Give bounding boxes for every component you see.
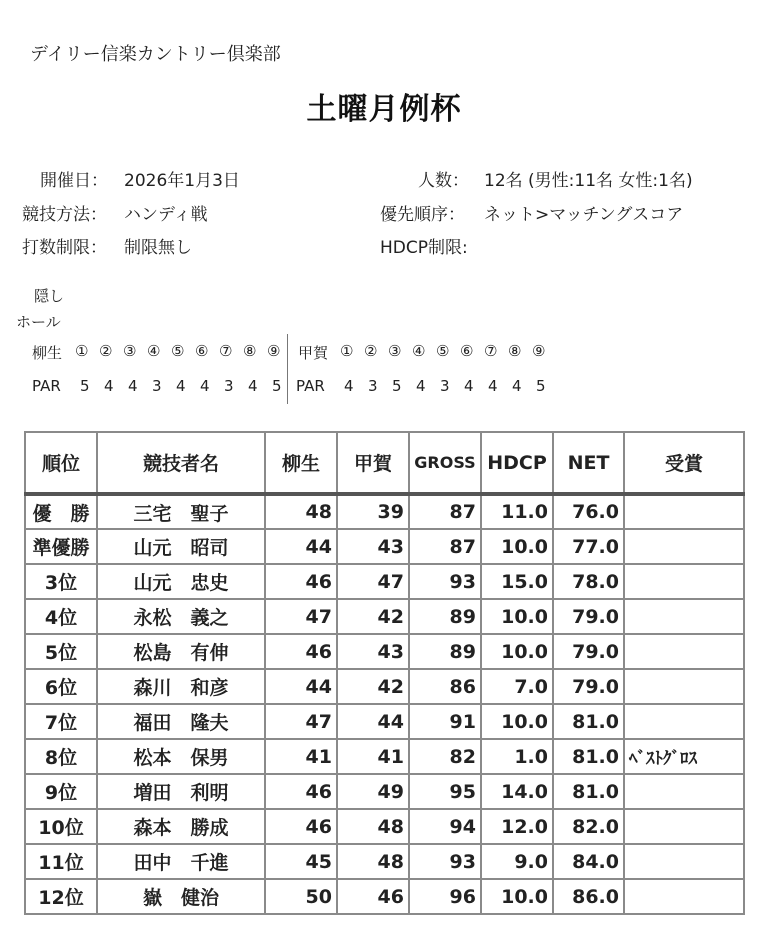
gross-cell: 87 (409, 529, 481, 564)
rank-cell: 6位 (25, 669, 97, 704)
rank-cell: 優 勝 (25, 494, 97, 529)
count-label: 人数： (418, 171, 469, 191)
hdcp-cell: 1.0 (481, 739, 553, 774)
course-2-score-cell: 43 (337, 634, 409, 669)
priority-label: 優先順序： (380, 205, 465, 225)
net-cell: 79.0 (553, 634, 624, 669)
hdcp-cell: 10.0 (481, 879, 553, 914)
hole-number: ④ (412, 342, 426, 360)
header-gross: GROSS (409, 432, 481, 494)
course-1-score-cell: 46 (265, 634, 337, 669)
award-cell (624, 879, 744, 914)
hole-number: ⑤ (171, 342, 185, 360)
hdcp-cell: 11.0 (481, 494, 553, 529)
club-name: デイリー信楽カントリー倶楽部 (30, 44, 281, 65)
course-1-score-cell: 41 (265, 739, 337, 774)
header-course-2: 甲賀 (337, 432, 409, 494)
player-name-cell: 山元 忠史 (97, 564, 265, 599)
net-cell: 78.0 (553, 564, 624, 599)
table-row (25, 739, 744, 774)
hdcp-limit-label: HDCP制限: (380, 238, 468, 258)
hole-number: ① (340, 342, 354, 360)
priority-value: ネット>マッチングスコア (484, 205, 684, 225)
header-net: NET (553, 432, 624, 494)
course-1-score-cell: 44 (265, 669, 337, 704)
rank-cell: 5位 (25, 634, 97, 669)
hole-number: ⑨ (267, 342, 281, 360)
hole-number: ⑧ (243, 342, 257, 360)
page-title: 土曜月例杯 (306, 92, 462, 127)
par-value: 4 (464, 377, 474, 395)
limit-label: 打数制限： (22, 238, 107, 258)
par-label: PAR (296, 377, 325, 395)
hdcp-cell: 15.0 (481, 564, 553, 599)
table-row (25, 844, 744, 879)
par-value: 4 (488, 377, 498, 395)
par-label: PAR (32, 377, 61, 395)
par-value: 3 (368, 377, 378, 395)
player-name-cell: 山元 昭司 (97, 529, 265, 564)
par-value: 4 (200, 377, 210, 395)
award-cell (624, 844, 744, 879)
table-row (25, 704, 744, 739)
player-name-cell: 松本 保男 (97, 739, 265, 774)
header-rank: 順位 (25, 432, 97, 494)
rank-cell: 12位 (25, 879, 97, 914)
gross-cell: 87 (409, 494, 481, 529)
table-row (25, 879, 744, 914)
course-1-score-cell: 46 (265, 774, 337, 809)
gross-cell: 95 (409, 774, 481, 809)
course-2-score-cell: 44 (337, 704, 409, 739)
award-cell: ﾍﾞｽﾄｸﾞﾛｽ (624, 739, 744, 774)
header-player: 競技者名 (97, 432, 265, 494)
gross-cell: 94 (409, 809, 481, 844)
rank-cell: 準優勝 (25, 529, 97, 564)
table-header-row (25, 432, 744, 494)
course-2-score-cell: 48 (337, 844, 409, 879)
count-value: 12名 (男性:11名 女性:1名) (484, 171, 693, 191)
gross-cell: 82 (409, 739, 481, 774)
hole-number: ⑥ (195, 342, 209, 360)
method-label: 競技方法： (22, 205, 107, 225)
table-row (25, 599, 744, 634)
par-value: 4 (248, 377, 258, 395)
award-cell (624, 704, 744, 739)
hidden-hole-label-2: ホール (16, 313, 61, 331)
award-cell (624, 634, 744, 669)
course-1-score-cell: 48 (265, 494, 337, 529)
hole-number: ⑦ (484, 342, 498, 360)
gross-cell: 89 (409, 599, 481, 634)
course-2-score-cell: 41 (337, 739, 409, 774)
hole-number: ③ (123, 342, 137, 360)
award-cell (624, 529, 744, 564)
hdcp-cell: 12.0 (481, 809, 553, 844)
results-table (24, 431, 745, 915)
course-pars (0, 377, 768, 397)
rank-cell: 8位 (25, 739, 97, 774)
gross-cell: 96 (409, 879, 481, 914)
hole-number: ② (364, 342, 378, 360)
rank-cell: 4位 (25, 599, 97, 634)
course-1-score-cell: 44 (265, 529, 337, 564)
award-cell (624, 599, 744, 634)
net-cell: 77.0 (553, 529, 624, 564)
course-1-score-cell: 47 (265, 599, 337, 634)
par-value: 4 (104, 377, 114, 395)
award-cell (624, 564, 744, 599)
player-name-cell: 増田 利明 (97, 774, 265, 809)
par-value: 5 (392, 377, 402, 395)
course-1-score-cell: 47 (265, 704, 337, 739)
hole-number: ④ (147, 342, 161, 360)
net-cell: 84.0 (553, 844, 624, 879)
gross-cell: 93 (409, 564, 481, 599)
course-2-score-cell: 42 (337, 599, 409, 634)
table-row (25, 634, 744, 669)
par-value: 4 (416, 377, 426, 395)
course-1-score-cell: 46 (265, 564, 337, 599)
gross-cell: 93 (409, 844, 481, 879)
par-value: 5 (80, 377, 90, 395)
par-value: 3 (440, 377, 450, 395)
rank-cell: 7位 (25, 704, 97, 739)
course-1-name: 柳生 (32, 344, 63, 362)
net-cell: 76.0 (553, 494, 624, 529)
hole-number: ② (99, 342, 113, 360)
rank-cell: 10位 (25, 809, 97, 844)
date-label: 開催日： (40, 171, 108, 191)
table-row (25, 529, 744, 564)
hole-number: ③ (388, 342, 402, 360)
course-2-score-cell: 46 (337, 879, 409, 914)
table-row (25, 809, 744, 844)
header-course-1: 柳生 (265, 432, 337, 494)
hdcp-cell: 10.0 (481, 634, 553, 669)
par-value: 5 (536, 377, 546, 395)
hdcp-cell: 10.0 (481, 704, 553, 739)
date-value: 2026年1月3日 (124, 171, 240, 191)
gross-cell: 86 (409, 669, 481, 704)
gross-cell: 91 (409, 704, 481, 739)
net-cell: 81.0 (553, 774, 624, 809)
hole-number: ⑧ (508, 342, 522, 360)
player-name-cell: 福田 隆夫 (97, 704, 265, 739)
player-name-cell: 森本 勝成 (97, 809, 265, 844)
table-row (25, 669, 744, 704)
header-hdcp: HDCP (481, 432, 553, 494)
net-cell: 81.0 (553, 739, 624, 774)
net-cell: 82.0 (553, 809, 624, 844)
hdcp-cell: 10.0 (481, 529, 553, 564)
hidden-hole-label-1: 隠し (34, 287, 65, 305)
hole-number: ① (75, 342, 89, 360)
course-2-score-cell: 49 (337, 774, 409, 809)
par-value: 3 (152, 377, 162, 395)
par-value: 4 (344, 377, 354, 395)
course-divider (287, 334, 288, 404)
table-row (25, 564, 744, 599)
hole-number: ⑥ (460, 342, 474, 360)
net-cell: 79.0 (553, 599, 624, 634)
hole-number: ⑨ (532, 342, 546, 360)
limit-value: 制限無し (124, 238, 192, 258)
player-name-cell: 森川 和彦 (97, 669, 265, 704)
player-name-cell: 田中 千進 (97, 844, 265, 879)
method-value: ハンディ戦 (124, 205, 208, 225)
table-row (25, 774, 744, 809)
hdcp-cell: 10.0 (481, 599, 553, 634)
player-name-cell: 松島 有伸 (97, 634, 265, 669)
par-value: 3 (224, 377, 234, 395)
course-1-score-cell: 46 (265, 809, 337, 844)
award-cell (624, 669, 744, 704)
course-2-score-cell: 47 (337, 564, 409, 599)
hdcp-cell: 9.0 (481, 844, 553, 879)
course-2-score-cell: 39 (337, 494, 409, 529)
rank-cell: 3位 (25, 564, 97, 599)
par-value: 5 (272, 377, 282, 395)
hole-number: ⑤ (436, 342, 450, 360)
player-name-cell: 永松 義之 (97, 599, 265, 634)
award-cell (624, 494, 744, 529)
header-award: 受賞 (624, 432, 744, 494)
net-cell: 86.0 (553, 879, 624, 914)
course-2-score-cell: 43 (337, 529, 409, 564)
net-cell: 79.0 (553, 669, 624, 704)
award-cell (624, 809, 744, 844)
player-name-cell: 三宅 聖子 (97, 494, 265, 529)
course-2-score-cell: 48 (337, 809, 409, 844)
par-value: 4 (176, 377, 186, 395)
gross-cell: 89 (409, 634, 481, 669)
award-cell (624, 774, 744, 809)
player-name-cell: 嶽 健治 (97, 879, 265, 914)
rank-cell: 11位 (25, 844, 97, 879)
par-value: 4 (512, 377, 522, 395)
hdcp-cell: 7.0 (481, 669, 553, 704)
net-cell: 81.0 (553, 704, 624, 739)
course-1-score-cell: 50 (265, 879, 337, 914)
hdcp-cell: 14.0 (481, 774, 553, 809)
hole-number: ⑦ (219, 342, 233, 360)
rank-cell: 9位 (25, 774, 97, 809)
course-2-score-cell: 42 (337, 669, 409, 704)
par-value: 4 (128, 377, 138, 395)
table-row (25, 494, 744, 529)
course-1-score-cell: 45 (265, 844, 337, 879)
course-2-name: 甲賀 (298, 344, 329, 362)
course-1-holes (0, 342, 768, 362)
